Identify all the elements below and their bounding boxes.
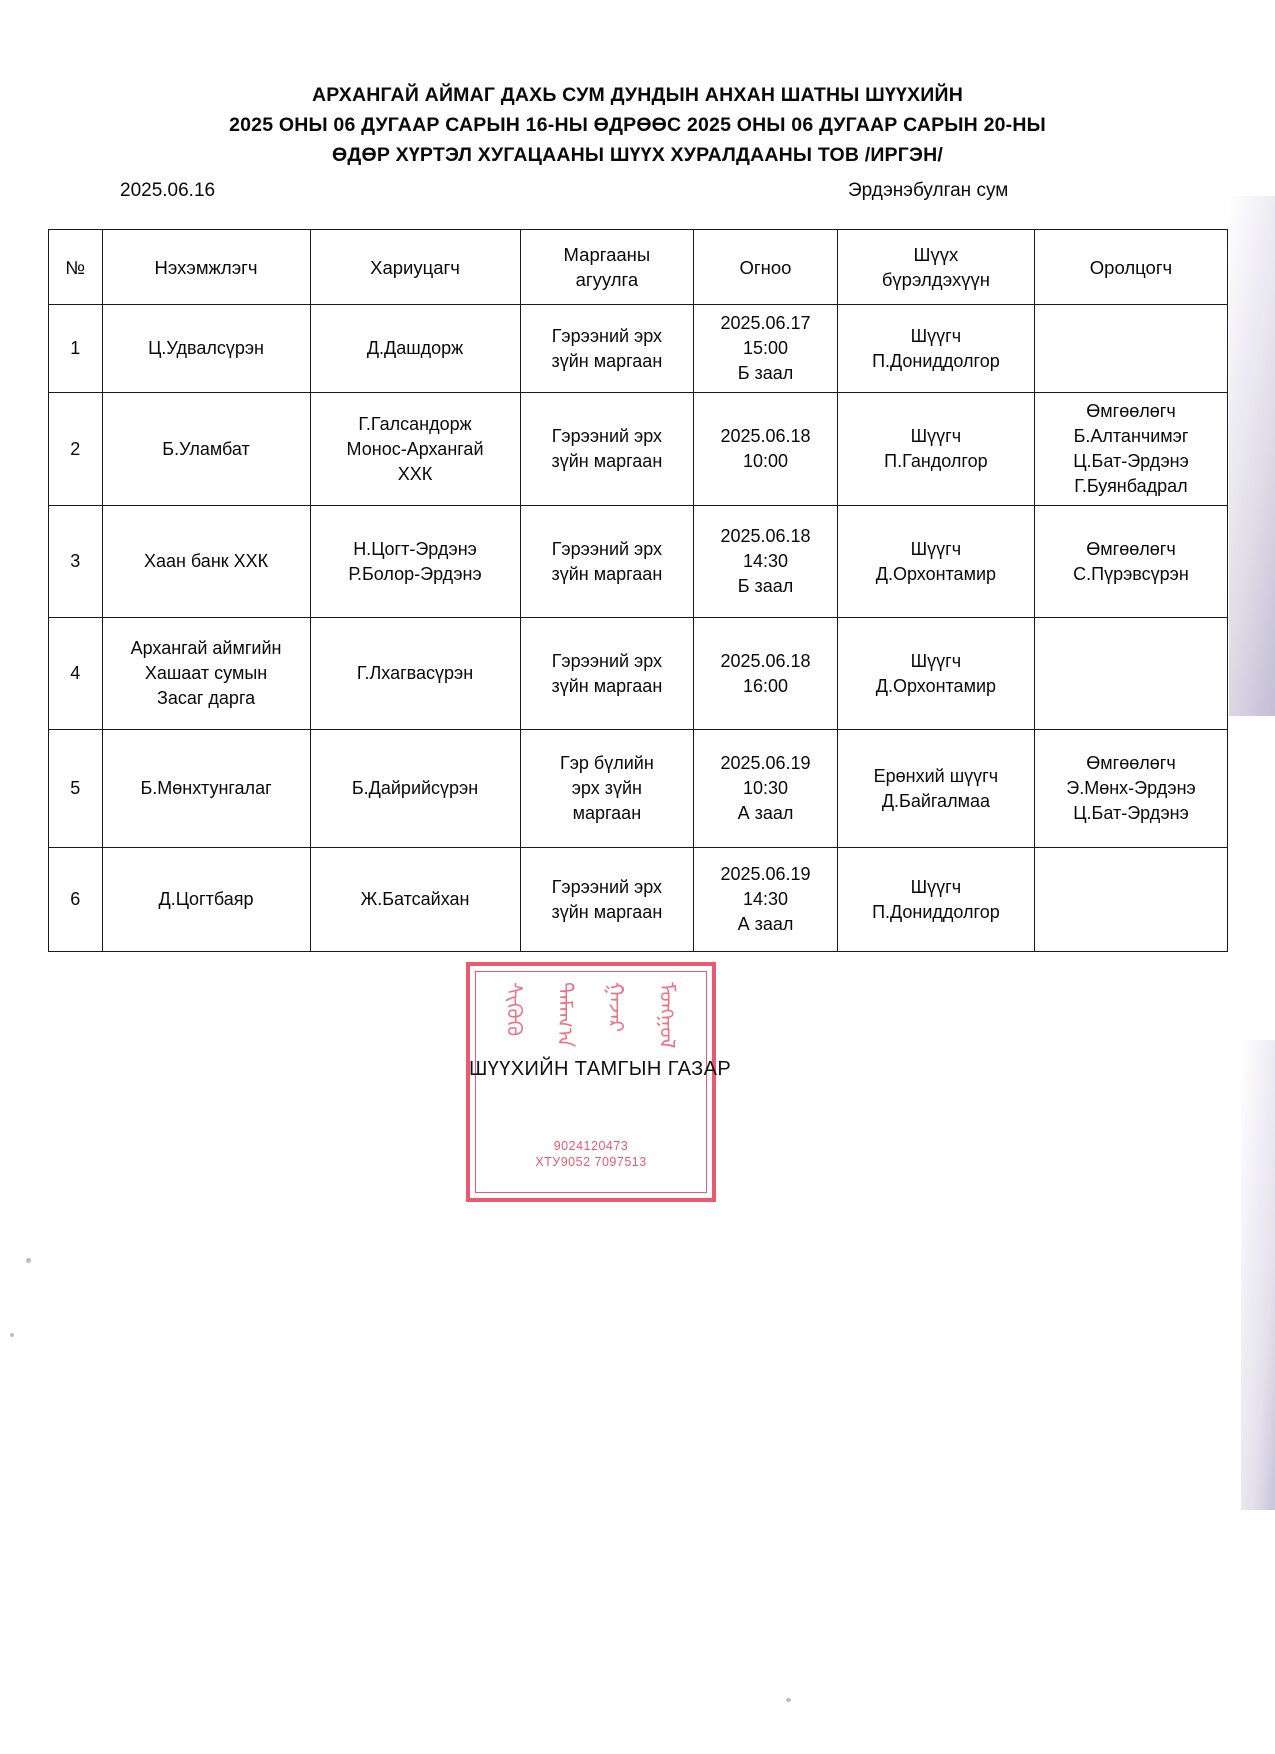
text-line: 2025.06.18 bbox=[720, 650, 811, 671]
cell-subject bbox=[520, 393, 694, 506]
cell-defendant bbox=[310, 730, 520, 848]
stamp-mongolian-script: ᠰᠢᠭᠦᠬᠦ ᠲᠠᠮᠠᠭ᠎ᠠ ᠭᠠᠵᠠᠷ ᠮᠣᠩᠭᠣᠯ bbox=[502, 982, 679, 1049]
text-line: Өмгөөлөгч bbox=[1086, 538, 1176, 559]
cell-subject bbox=[520, 730, 694, 848]
table-row bbox=[49, 506, 1228, 618]
text-line: 10:00 bbox=[742, 451, 789, 471]
cell-plaintiff bbox=[102, 393, 310, 506]
text-line: Шүүгч bbox=[910, 538, 962, 559]
cell-participants bbox=[1035, 506, 1228, 618]
text-line: А заал bbox=[737, 914, 794, 934]
text-line: Ц.Бат-Эрдэнэ bbox=[1073, 451, 1189, 471]
text-line: Г.Лхагвасүрэн bbox=[356, 663, 474, 683]
cell-defendant bbox=[310, 305, 520, 393]
text-line: Монос-Архангай bbox=[346, 438, 484, 459]
document-place: Эрдэнэбулган сум bbox=[848, 180, 1009, 201]
cell-participants bbox=[1035, 730, 1228, 848]
document-title bbox=[0, 80, 1275, 170]
cell-subject bbox=[520, 506, 694, 618]
cell-no: 4 bbox=[49, 618, 103, 730]
text-line: Ц.Бат-Эрдэнэ bbox=[1073, 803, 1189, 823]
cell-panel bbox=[837, 618, 1034, 730]
cell-datetime bbox=[694, 393, 838, 506]
text-line: Н.Цогт-Эрдэнэ bbox=[353, 538, 477, 559]
text-line: 2025.06.18 bbox=[720, 526, 811, 546]
text-line: зүйн маргаан bbox=[551, 675, 663, 696]
text-line: Архангай аймгийн bbox=[130, 638, 282, 658]
cell-participants bbox=[1035, 305, 1228, 393]
text-line: 14:30 bbox=[742, 889, 789, 909]
text-line: 2025.06.19 bbox=[720, 864, 811, 884]
table-row bbox=[49, 618, 1228, 730]
text-line: П.Дониддолгор bbox=[872, 901, 1000, 922]
cell-panel bbox=[837, 305, 1034, 393]
cell-defendant bbox=[310, 393, 520, 506]
text-line: С.Пүрэвсүрэн bbox=[1073, 563, 1189, 584]
cell-subject bbox=[520, 848, 694, 952]
column-header-subject-line-1: Маргааны bbox=[563, 244, 651, 265]
text-line: зүйн маргаан bbox=[551, 451, 663, 471]
column-header-participants: Оролцогч bbox=[1035, 230, 1228, 305]
cell-datetime bbox=[694, 618, 838, 730]
scan-shadow-artifact bbox=[1229, 196, 1275, 716]
text-line: маргаан bbox=[572, 803, 642, 823]
column-header-plaintiff: Нэхэмжлэгч bbox=[102, 230, 310, 305]
cell-panel bbox=[837, 506, 1034, 618]
cell-no: 3 bbox=[49, 506, 103, 618]
text-line: Б.Уламбат bbox=[162, 438, 250, 459]
text-line: 10:30 bbox=[742, 778, 789, 798]
cell-no: 1 bbox=[49, 305, 103, 393]
column-header-no: № bbox=[49, 230, 103, 305]
text-line: А заал bbox=[737, 803, 794, 823]
text-line: эрх зүйн bbox=[571, 778, 642, 798]
table-row bbox=[49, 305, 1228, 393]
scan-shadow-artifact-lower bbox=[1241, 1040, 1275, 1510]
text-line: Д.Дашдорж bbox=[366, 338, 464, 358]
cell-plaintiff bbox=[102, 848, 310, 952]
text-line: П.Дониддолгор bbox=[872, 350, 1000, 371]
text-line: Шүүгч bbox=[910, 650, 962, 671]
text-line: Хашаат сумын bbox=[144, 663, 268, 683]
text-line: Ц.Удвалсүрэн bbox=[148, 338, 264, 358]
text-line: 2025.06.17 bbox=[720, 313, 811, 333]
text-line: Шүүгч bbox=[910, 426, 962, 446]
stamp-caption: ШҮҮХИЙН ТАМГЫН ГАЗАР bbox=[468, 1058, 732, 1080]
cell-subject bbox=[520, 305, 694, 393]
hearing-schedule-table bbox=[48, 229, 1228, 952]
title-line-1: АРХАНГАЙ АЙМАГ ДАХЬ СУМ ДУНДЫН АНХАН ШАТНЫ ШҮҮХИЙН bbox=[312, 84, 963, 106]
cell-participants bbox=[1035, 618, 1228, 730]
text-line: П.Гандолгор bbox=[884, 451, 988, 471]
text-line: Б заал bbox=[737, 576, 794, 596]
text-line: Өмгөөлөгч bbox=[1086, 401, 1176, 421]
text-line: ХХК bbox=[397, 463, 433, 484]
title-line-2: 2025 ОНЫ 06 ДУГААР САРЫН 16-НЫ ӨДРӨӨС 2025 ОНЫ 06 ДУГААР САРЫН 20-НЫ bbox=[229, 114, 1046, 136]
column-header-panel bbox=[837, 230, 1034, 305]
text-line: Ж.Батсайхан bbox=[360, 889, 470, 909]
text-line: Б.Дайрийсүрэн bbox=[351, 778, 479, 798]
cell-defendant bbox=[310, 506, 520, 618]
text-line: Э.Мөнх-Эрдэнэ bbox=[1066, 778, 1196, 798]
text-line: Шүүгч bbox=[910, 325, 962, 346]
cell-panel bbox=[837, 393, 1034, 506]
cell-plaintiff bbox=[102, 730, 310, 848]
text-line: Гэрээний эрх bbox=[551, 325, 663, 346]
cell-plaintiff bbox=[102, 506, 310, 618]
table-header-row bbox=[49, 230, 1228, 305]
column-header-subject bbox=[520, 230, 694, 305]
cell-plaintiff bbox=[102, 618, 310, 730]
cell-participants bbox=[1035, 393, 1228, 506]
text-line: зүйн маргаан bbox=[551, 901, 663, 922]
cell-panel bbox=[837, 848, 1034, 952]
text-line: зүйн маргаан bbox=[551, 350, 663, 371]
cell-no: 5 bbox=[49, 730, 103, 848]
text-line: Б заал bbox=[737, 363, 794, 383]
title-line-3: ӨДӨР ХҮРТЭЛ ХУГАЦААНЫ ШҮҮХ ХУРАЛДААНЫ ТОВ /ИРГЭН/ bbox=[332, 144, 943, 166]
text-line: Д.Орхонтамир bbox=[875, 563, 997, 584]
cell-no: 6 bbox=[49, 848, 103, 952]
text-line: Гэрээний эрх bbox=[551, 538, 663, 559]
official-stamp bbox=[466, 962, 716, 1202]
text-line: Өмгөөлөгч bbox=[1086, 753, 1176, 773]
text-line: Засаг дарга bbox=[156, 688, 256, 708]
stamp-number-2: ХТУ9052 7097513 bbox=[535, 1155, 647, 1169]
text-line: Г.Галсандорж bbox=[358, 413, 472, 434]
column-header-datetime: Огноо bbox=[694, 230, 838, 305]
cell-datetime bbox=[694, 848, 838, 952]
text-line: Шүүгч bbox=[910, 876, 962, 897]
text-line: Гэрээний эрх bbox=[551, 876, 663, 897]
text-line: Хаан банк ХХК bbox=[143, 551, 269, 571]
table-row bbox=[49, 848, 1228, 952]
scan-speck bbox=[26, 1258, 31, 1263]
column-header-defendant: Хариуцагч bbox=[310, 230, 520, 305]
cell-subject bbox=[520, 618, 694, 730]
stamp-registration-numbers bbox=[470, 1138, 712, 1170]
scan-speck bbox=[10, 1333, 14, 1337]
text-line: 14:30 bbox=[742, 551, 789, 571]
cell-datetime bbox=[694, 730, 838, 848]
scan-speck bbox=[786, 1698, 791, 1702]
text-line: 2025.06.19 bbox=[720, 753, 811, 773]
text-line: Д.Цогтбаяр bbox=[158, 889, 254, 909]
text-line: Ерөнхий шүүгч bbox=[873, 765, 999, 786]
text-line: Р.Болор-Эрдэнэ bbox=[348, 563, 482, 584]
table-row bbox=[49, 730, 1228, 848]
column-header-panel-line-2: бүрэлдэхүүн bbox=[881, 269, 990, 290]
text-line: 15:00 bbox=[742, 338, 789, 358]
cell-datetime bbox=[694, 506, 838, 618]
document-date: 2025.06.16 bbox=[120, 180, 216, 201]
text-line: Б.Алтанчимэг bbox=[1073, 426, 1189, 446]
cell-datetime bbox=[694, 305, 838, 393]
text-line: Г.Буянбадрал bbox=[1074, 476, 1188, 496]
column-header-subject-line-2: агуулга bbox=[575, 269, 639, 290]
text-line: Д.Орхонтамир bbox=[875, 675, 997, 696]
text-line: 2025.06.18 bbox=[720, 426, 811, 446]
document-meta bbox=[0, 180, 1275, 210]
cell-defendant bbox=[310, 848, 520, 952]
text-line: Д.Байгалмаа bbox=[881, 790, 990, 811]
text-line: зүйн маргаан bbox=[551, 563, 663, 584]
column-header-panel-line-1: Шүүх bbox=[913, 244, 959, 265]
cell-participants bbox=[1035, 848, 1228, 952]
cell-plaintiff bbox=[102, 305, 310, 393]
text-line: Б.Мөнхтунгалаг bbox=[140, 778, 272, 798]
table-row bbox=[49, 393, 1228, 506]
cell-no: 2 bbox=[49, 393, 103, 506]
text-line: Гэрээний эрх bbox=[551, 650, 663, 671]
text-line: Гэрээний эрх bbox=[551, 426, 663, 446]
text-line: 16:00 bbox=[742, 675, 789, 696]
cell-panel bbox=[837, 730, 1034, 848]
stamp-number-1: 9024120473 bbox=[553, 1139, 629, 1153]
text-line: Гэр бүлийн bbox=[559, 753, 654, 773]
cell-defendant bbox=[310, 618, 520, 730]
